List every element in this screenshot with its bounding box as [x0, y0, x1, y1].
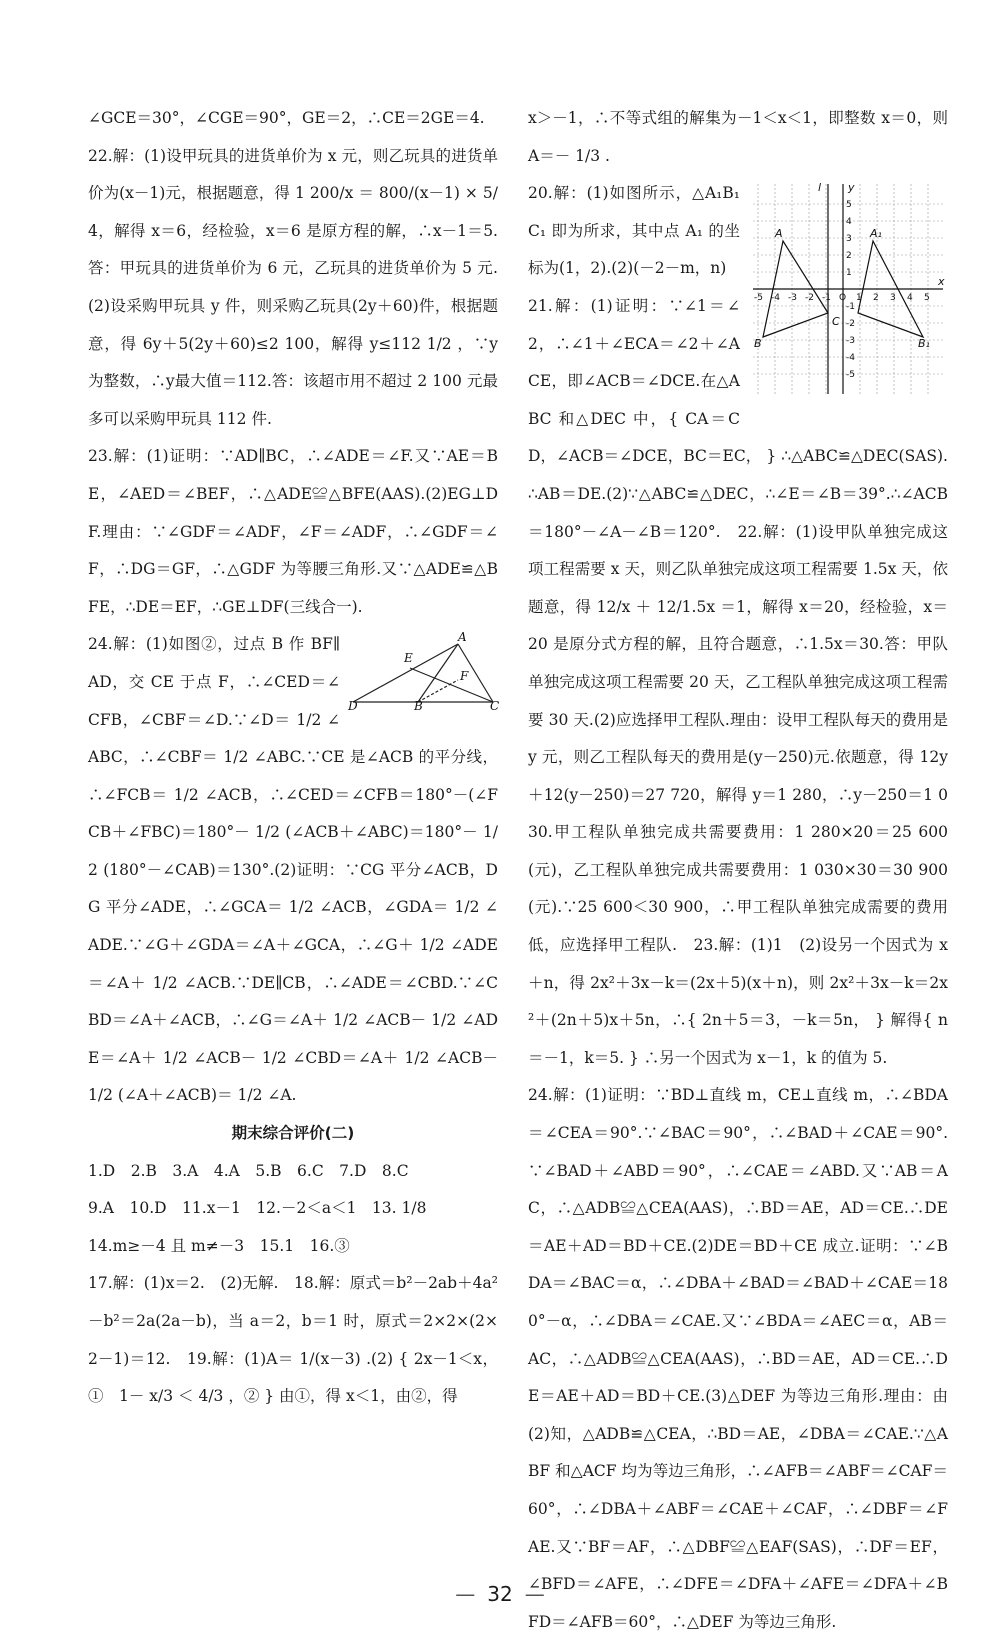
answer-22: 22.解：(1)设甲玩具的进货单价为 x 元，则乙玩具的进货单价为(x－1)元，根据题意，得 1 200/x ＝ 800/(x－1) × 5/4，解得 x＝6，经检验，x＝6 是原方程的解，∴x－1＝5.答：甲玩具的进货单价为 6 元，乙玩具的进货单价为 5 元.(2)设采购甲玩具 y 件，则采购乙玩具(2y＋60)件，根据题意，得 6y＋5(2y＋60)≤2 100，解得 y≤112 1/2 ，∵y 为整数，∴y最大值＝112.答：该超市用不超过 2 100 元最多可以采购甲玩具 112 件. [88, 146, 498, 428]
answer-23: 23.解：(1)证明：∵AD∥BC，∴∠ADE＝∠F.又∵AE＝BE，∠AED＝∠BEF，∴△ADE≌△BFE(AAS).(2)EG⊥DF.理由：∵∠GDF＝∠ADF，∠F＝∠ADF，∴∠GDF＝∠F，∴DG＝GF，∴△GDF 为等腰三角形.又∵△ADE≌△BFE，∴DE＝EF，∴GE⊥DF(三线合一). [88, 447, 498, 616]
label-c: C [490, 699, 500, 714]
point-label: A [775, 227, 783, 241]
label-b: B [414, 699, 423, 714]
triangle-figure [348, 630, 500, 714]
y-tick-label: -1 [846, 302, 855, 313]
label-e: E [404, 651, 413, 666]
choice-answers-1: 1.D 2.B 3.A 4.A 5.B 6.C 7.D 8.C [88, 1161, 409, 1180]
choice-answers-3: 14.m≥－4 且 m≠－3 15.1 16.③ [88, 1236, 350, 1255]
left-column [88, 100, 498, 1416]
label-f: F [460, 669, 469, 684]
right-column [528, 100, 948, 1641]
page-number: — 32 — [0, 1582, 1000, 1606]
label-a: A [458, 630, 467, 645]
label-d: D [348, 699, 358, 714]
x-tick-label: 5 [924, 293, 930, 304]
axis-label: x [938, 275, 945, 289]
x-tick-label: 2 [873, 293, 879, 304]
answer-19-cont: x＞－1，∴不等式组的解集为－1＜x＜1，即整数 x＝0，则 A＝－ 1/3 . [528, 109, 948, 165]
answer-17-19: 17.解：(1)x＝2. (2)无解. 18.解：原式＝b²－2ab＋4a²－b²＝2a(2a－b)，当 a＝2，b＝1 时，原式＝2×2×(2×2－1)＝12. 19.解：(1)A＝ 1/(x－3) .(2) { 2x－1＜x，① 1－ x/3 ＜ 4/3 ，② } 由①，得 x＜1，由②，得 [88, 1274, 498, 1406]
answer-24: 24.解：(1)如图②，过点 B 作 BF∥AD，交 CE 于点 F，∴∠CED＝∠CFB，∠CBF＝∠D.∵∠D＝ 1/2 ∠ABC，∴∠CBF＝ 1/2 ∠ABC.∵CE 是∠ACB 的平分线，∴∠FCB＝ 1/2 ∠ACB，∴∠CED＝∠CFB＝180°－(∠FCB＋∠FBC)＝180°－ 1/2 (∠ACB＋∠ABC)＝180°－ 1/2 (180°－∠CAB)＝130°.(2)证明：∵CG 平分∠ACB，DG 平分∠ADE，∴∠GCA＝ 1/2 ∠ACB，∠GDA＝ 1/2 ∠ADE.∵∠G＋∠GDA＝∠A＋∠GCA，∴∠G＋ 1/2 ∠ADE＝∠A＋ 1/2 ∠ACB.∵DE∥CB，∴∠ADE＝∠CBD.∵∠CBD＝∠A＋∠ACB，∴∠G＝∠A＋ 1/2 ∠ACB－ 1/2 ∠ADE＝∠A＋ 1/2 ∠ACB－ 1/2 ∠CBD＝∠A＋ 1/2 ∠ACB－ 1/2 (∠A＋∠ACB)＝ 1/2 ∠A. [88, 635, 498, 1105]
y-tick-label: 5 [846, 200, 852, 211]
point-label: B₁ [918, 337, 930, 351]
point-label: A₁ [870, 227, 882, 241]
y-tick-label: -4 [846, 353, 855, 364]
choice-answers-2: 9.A 10.D 11.x－1 12.－2＜a＜1 13. 1/8 [88, 1199, 427, 1218]
x-tick-label: -5 [754, 293, 763, 304]
y-tick-label: 3 [846, 234, 852, 245]
x-tick-label: -2 [805, 293, 814, 304]
point-label: C [832, 315, 840, 329]
answer-20: 20.解：(1)如图所示，△A₁B₁C₁ 即为所求，其中点 A₁ 的坐标为(1，2).(2)(－2－m，n) [528, 184, 740, 278]
coordinate-grid-figure [748, 179, 948, 399]
y-tick-label: -5 [846, 370, 855, 381]
x-tick-label: -4 [771, 293, 780, 304]
answer-text: ∠GCE＝30°，∠CGE＝90°，GE＝2，∴CE＝2GE＝4. [88, 109, 485, 127]
y-tick-label: 2 [846, 251, 852, 262]
y-tick-label: -2 [846, 319, 855, 330]
y-tick-label: 4 [846, 217, 852, 228]
y-tick-label: -3 [846, 336, 855, 347]
x-tick-label: -3 [788, 293, 797, 304]
x-tick-label: 1 [856, 293, 862, 304]
x-tick-label: 4 [907, 293, 913, 304]
section-title: 期末综合评价(二) [231, 1124, 355, 1143]
answer-24-right: 24.解：(1)证明：∵BD⊥直线 m，CE⊥直线 m，∴∠BDA＝∠CEA＝90°.∵∠BAC＝90°，∴∠BAD＋∠CAE＝90°.∵∠BAD＋∠ABD＝90°，∴∠CAE＝∠ABD.又∵AB＝AC，∴△ADB≌△CEA(AAS)，∴BD＝AE，AD＝CE.∴DE＝AE＋AD＝BD＋CE.(2)DE＝BD＋CE 成立.证明：∵∠BDA＝∠BAC＝α，∴∠DBA＋∠BAD＝∠BAD＋∠CAE＝180°－α，∴∠DBA＝∠CAE.又∵∠BDA＝∠AEC＝α，AB＝AC，∴△ADB≌△CEA(AAS)，∴BD＝AE，AD＝CE.∴DE＝AE＋AD＝BD＋CE.(3)△DEF 为等边三角形.理由：由(2)知，△ADB≌△CEA，∴BD＝AE，∠DBA＝∠CAE.∵△ABF 和△ACF 均为等边三角形，∴∠AFB＝∠ABF＝∠CAF＝60°，∴∠DBA＋∠ABF＝∠CAE＋∠CAF，∴∠DBF＝∠FAE.又∵BF＝AF，∴△DBF≌△EAF(SAS)，∴DF＝EF，∠BFD＝∠AFE，∴∠DFE＝∠DFA＋∠AFE＝∠DFA＋∠BFD＝∠AFB＝60°，∴△DEF 为等边三角形. [528, 1086, 948, 1631]
point-label: B [754, 337, 762, 351]
answer-21-23: 21.解：(1)证明：∵∠1＝∠2，∴∠1＋∠ECA＝∠2＋∠ACE，即∠ACB＝∠DCE.在△ABC 和△DEC 中，{ CA＝CD，∠ACB＝∠DCE，BC＝EC， } ∴△ABC≌△DEC(SAS).∴AB＝DE.(2)∵△ABC≌△DEC，∴∠E＝∠B＝39°.∴∠ACB＝180°－∠A－∠B＝120°. 22.解：(1)设甲队单独完成这项工程需要 x 天，则乙队单独完成这项工程需要 1.5x 天，依题意，得 12/x ＋ 12/1.5x ＝1，解得 x＝20，经检验，x＝20 是原分式方程的解，且符合题意，∴1.5x＝30.答：甲队单独完成这项工程需要 20 天，乙工程队单独完成这项工程需要 30 天.(2)应选择甲工程队.理由：设甲工程队每天的费用是 y 元，则乙工程队每天的费用是(y－250)元.依题意，得 12y＋12(y－250)＝27 720，解得 y＝1 280，∴y－250＝1 030.甲工程队单独完成共需要费用：1 280×20＝25 600(元)，乙工程队单独完成共需要费用：1 030×30＝30 900(元).∵25 600＜30 900，∴甲工程队单独完成需要的费用低，应选择甲工程队. 23.解：(1)1 (2)设另一个因式为 x＋n，得 2x²＋3x－k＝(2x＋5)(x＋n)，则 2x²＋3x－k＝2x²＋(2n＋5)x＋5n，∴{ 2n＋5＝3，－k＝5n， } 解得{ n＝－1，k＝5. } ∴另一个因式为 x－1，k 的值为 5. [528, 296, 948, 1067]
y-tick-label: 1 [846, 268, 852, 279]
x-tick-label: 3 [890, 293, 896, 304]
axis-label: y [848, 181, 855, 195]
x-tick-label: O [839, 293, 847, 304]
x-tick-label: -1 [822, 293, 831, 304]
axis-label: l [818, 181, 822, 195]
